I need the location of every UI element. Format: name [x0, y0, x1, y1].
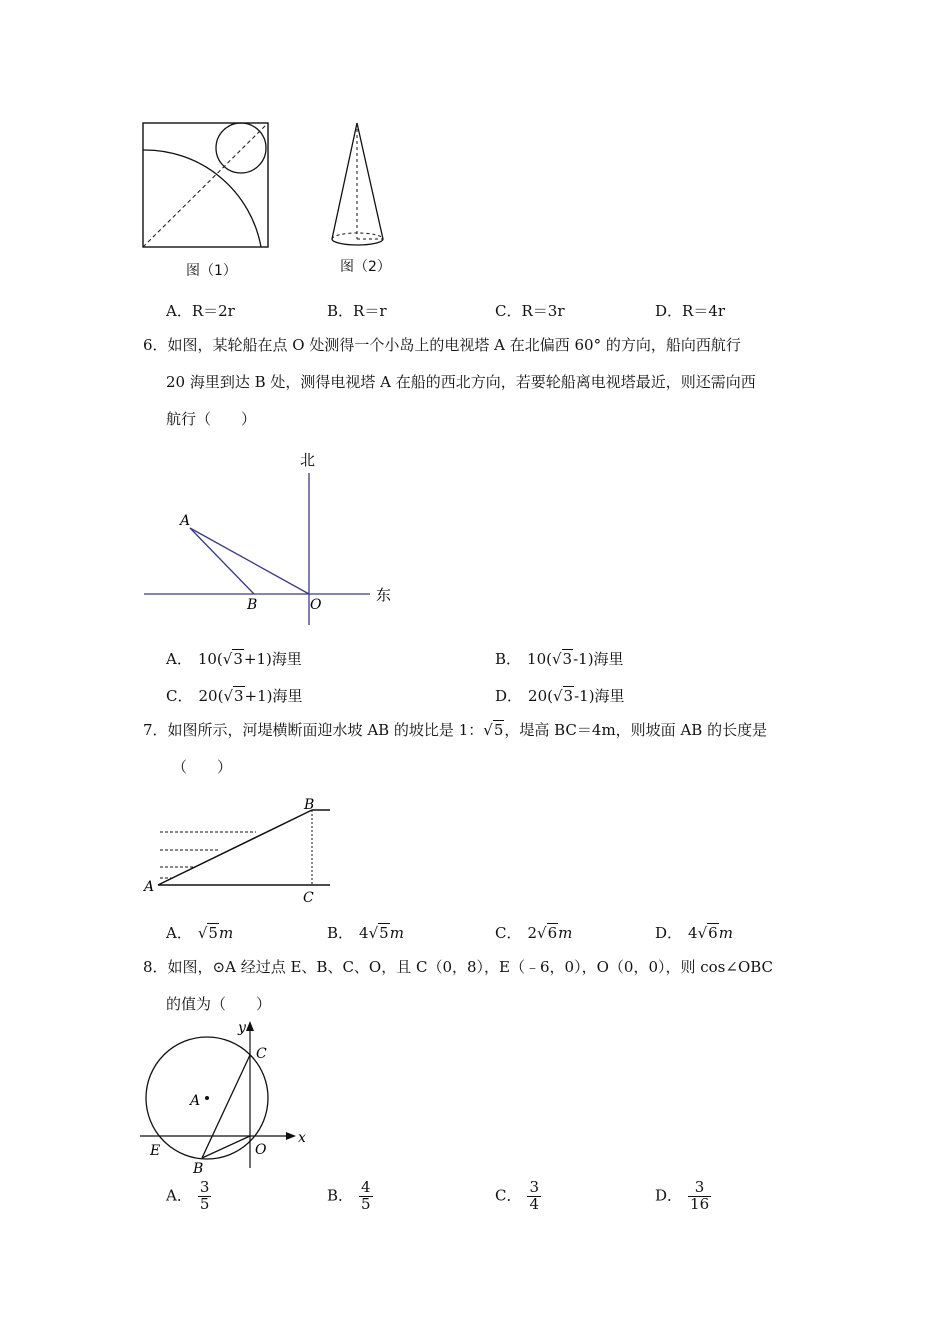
q5-fig1-caption: 图（1）: [186, 263, 237, 279]
q7-option-c: C． 2√6m: [495, 924, 573, 942]
q6-option-c: C． 20(√3+1)海里: [166, 687, 303, 705]
q7-option-a-letter: A．: [166, 924, 192, 942]
q8-option-b-den: 5: [361, 1194, 371, 1213]
q7-option-a-unit: m: [218, 924, 234, 942]
q5-option-d: D．R＝4r: [655, 302, 726, 320]
q8-option-a-fraction: [198, 1180, 212, 1213]
q7-option-c-letter: C．: [495, 924, 522, 942]
q8-label-b: B: [193, 1161, 204, 1177]
q7-option-d-letter: D．: [655, 924, 683, 942]
q7-option-a: A． √5m: [166, 924, 234, 942]
q8-option-a: [166, 1180, 211, 1213]
q8-option-a-den: 5: [199, 1194, 210, 1213]
q8-option-a-num: 3: [199, 1178, 210, 1196]
q6-option-b-coef: 10(: [527, 650, 552, 668]
q8-option-c: [495, 1180, 541, 1213]
q8-option-d-den: 16: [690, 1194, 710, 1213]
q8-option-d: [655, 1180, 711, 1213]
q6-option-a: A． 10(√3+1)海里: [166, 650, 302, 668]
q8-option-d-letter: D．: [655, 1186, 683, 1205]
q6-label-north: 北: [300, 451, 316, 469]
q6-option-c-coef: 20(: [198, 687, 224, 705]
q6-option-c-letter: C．: [166, 687, 193, 705]
q6-option-d-coef: 20(: [528, 687, 553, 705]
q7-option-c-coef: 2: [527, 924, 538, 942]
q7-stem-pre: 7．如图所示，河堤横断面迎水坡 AB 的坡比是 1：: [143, 721, 484, 739]
q6-option-d-rad: 3: [563, 687, 574, 705]
q5-figure-2-cone: [328, 120, 388, 250]
q6-option-b: B． 10(√3-1)海里: [495, 650, 624, 668]
q5-option-b: B．R＝r: [327, 302, 387, 320]
q7-option-c-unit: m: [558, 924, 573, 942]
q8-option-c-fraction: [527, 1180, 541, 1213]
q8-option-a-letter: A．: [166, 1186, 192, 1205]
q6-option-c-rad: 3: [234, 687, 244, 705]
q8-label-c: C: [256, 1046, 267, 1062]
q7-label-c: C: [303, 890, 314, 906]
q8-stem-line1: 8．如图，⊙A 经过点 E、B、C、O，且 C（0，8），E（﹣6，0），O（0，0），则 cos∠OBC: [143, 958, 774, 976]
q8-label-e: E: [150, 1143, 161, 1159]
q8-label-o: O: [255, 1142, 267, 1158]
q6-label-a: A: [180, 513, 191, 529]
q8-label-y: y: [238, 1020, 246, 1036]
q7-option-c-rad: 6: [547, 924, 558, 942]
q8-option-b-letter: B．: [327, 1186, 354, 1205]
q7-option-b-unit: m: [389, 924, 404, 942]
q8-option-c-letter: C．: [495, 1186, 522, 1205]
q8-figure: [140, 1018, 315, 1178]
q5-option-c: C．R＝3r: [495, 302, 565, 320]
q8-stem-line2: 的值为（ ）: [166, 995, 272, 1013]
q7-stem-post: ，堤高 BC＝4m，则坡面 AB 的长度是: [504, 721, 768, 739]
q8-label-a: A: [190, 1093, 201, 1109]
q6-figure: [140, 445, 405, 630]
q6-option-d-letter: D．: [495, 687, 523, 705]
q8-option-d-fraction: [688, 1180, 711, 1213]
q8-option-c-num: 3: [529, 1178, 540, 1196]
q7-figure: [140, 795, 340, 910]
q5-fig2-caption: 图（2）: [340, 259, 391, 275]
q7-option-d-coef: 4: [688, 924, 698, 942]
q7-label-a: A: [144, 879, 155, 895]
q8-option-c-den: 4: [529, 1194, 540, 1213]
q7-option-d-unit: m: [718, 924, 733, 942]
q6-label-o: O: [310, 597, 322, 613]
q7-option-b-letter: B．: [327, 924, 354, 942]
q8-label-x: x: [298, 1130, 306, 1146]
q7-stem-line1: 7．如图所示，河堤横断面迎水坡 AB 的坡比是 1：√5，堤高 BC＝4m，则坡面 AB 的长度是: [143, 721, 768, 739]
q7-option-d-rad: 6: [708, 924, 718, 942]
q6-stem-line2: 20 海里到达 B 处，测得电视塔 A 在船的西北方向，若要轮船离电视塔最近，则还需向西: [166, 373, 756, 391]
q8-option-b: [327, 1180, 373, 1213]
q7-option-b: B． 4√5m: [327, 924, 404, 942]
q6-option-b-rad: 3: [562, 650, 573, 668]
q7-label-b: B: [304, 797, 315, 813]
q6-stem-line3: 航行（ ）: [166, 410, 257, 428]
q5-figure-1: [140, 120, 275, 252]
q6-option-c-rest: +1)海里: [244, 687, 303, 705]
q7-option-b-rad: 5: [379, 924, 389, 942]
q6-option-d: D． 20(√3-1)海里: [495, 687, 625, 705]
q5-option-a: A．R＝2r: [166, 302, 235, 320]
q7-option-b-coef: 4: [359, 924, 369, 942]
q8-option-b-fraction: [359, 1180, 373, 1213]
q6-option-a-rest: +1)海里: [243, 650, 302, 668]
q6-option-a-rad: 3: [233, 650, 243, 668]
q6-option-a-coef: 10(: [197, 650, 223, 668]
q6-option-a-letter: A．: [166, 650, 192, 668]
q8-option-b-num: 4: [361, 1178, 371, 1196]
q6-option-b-rest: -1)海里: [573, 650, 624, 668]
q6-label-b: B: [247, 597, 258, 613]
q7-stem-rad: 5: [493, 721, 504, 739]
q7-stem-line2: （ ）: [172, 758, 233, 776]
q6-option-d-rest: -1)海里: [574, 687, 625, 705]
q7-option-d: D． 4√6m: [655, 924, 733, 942]
q6-label-east: 东: [376, 586, 392, 604]
q8-option-d-num: 3: [688, 1180, 711, 1197]
q6-stem-line1: 6．如图，某轮船在点 O 处测得一个小岛上的电视塔 A 在北偏西 60° 的方向，船向西航行: [143, 336, 741, 354]
q7-option-a-rad: 5: [208, 924, 218, 942]
q6-option-b-letter: B．: [495, 650, 522, 668]
